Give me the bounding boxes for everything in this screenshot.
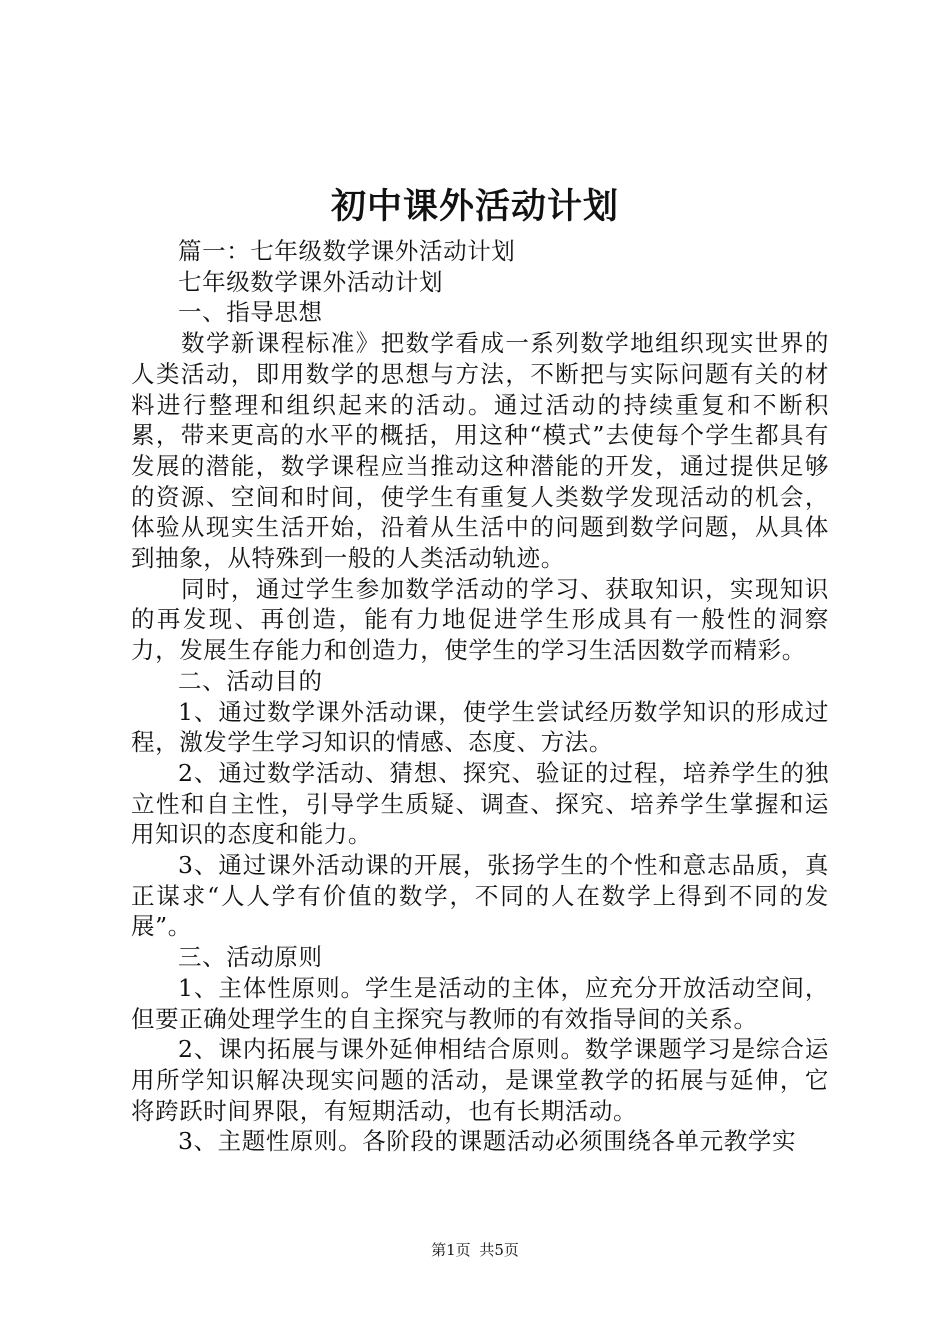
paragraph: 篇一：七年级数学课外活动计划 bbox=[178, 237, 516, 265]
list-item: 1、通过数学课外活动课，使学生尝试经历数学知识的形成过程，激发学生学习知识的情感、态度、方法。 bbox=[131, 697, 829, 757]
list-item: 2、课内拓展与课外延伸相结合原则。数学课题学习是综合运用所学知识解决现实问题的活动，是课堂教学的拓展与延伸，它将跨跃时间界限，有短期活动，也有长期活动。 bbox=[131, 1035, 829, 1125]
list-item: 2、通过数学活动、猜想、探究、验证的过程，培养学生的独立性和自主性，引导学生质疑、调查、探究、培养学生掌握和运用知识的态度和能力。 bbox=[131, 758, 829, 849]
list-item: 3、主题性原则。各阶段的课题活动必须围绕各单元教学实 bbox=[178, 1127, 797, 1156]
page-footer bbox=[0, 1240, 950, 1260]
document-body bbox=[131, 236, 829, 1157]
paragraph: 数学新课程标准》把数学看成一系列数学地组织现实世界的人类活动，即用数学的思想与方法，不断把与实际问题有关的材料进行整理和组织起来的活动。通过活动的持续重复和不断积累，带来更高的水平的概括，用这种“模式”去使每个学生都具有发展的潜能，数学课程应当推动这种潜能的开发，通过提供足够的资源、空间和时间，使学生有重复人类数学发现活动的机会，体验从现实生活开始，沿着从生活中的问题到数学问题，从具体到抽象，从特殊到一般的人类活动轨迹。 bbox=[131, 329, 829, 573]
page-total: 共5页 bbox=[479, 1241, 519, 1259]
list-item: 3、通过课外活动课的开展，张扬学生的个性和意志品质，真正谋求“人人学有价值的数学，不同的人在数学上得到不同的发展”。 bbox=[131, 851, 829, 941]
page-number: 第1页 bbox=[431, 1241, 471, 1259]
list-item: 1、主体性原则。学生是活动的主体，应充分开放活动空间，但要正确处理学生的自主探究与教师的有效指导间的关系。 bbox=[131, 973, 829, 1033]
paragraph: 七年级数学课外活动计划 bbox=[178, 267, 444, 296]
section-heading: 一、指导思想 bbox=[178, 298, 323, 327]
paragraph: 同时，通过学生参加数学活动的学习、获取知识，实现知识的再发现、再创造，能有力地促进学生形成具有一般性的洞察力，发展生存能力和创造力，使学生的学习生活因数学而精彩。 bbox=[131, 574, 829, 665]
document-title: 初中课外活动计划 bbox=[330, 186, 619, 227]
section-heading: 三、活动原则 bbox=[178, 943, 323, 972]
section-heading: 二、活动目的 bbox=[178, 666, 323, 695]
